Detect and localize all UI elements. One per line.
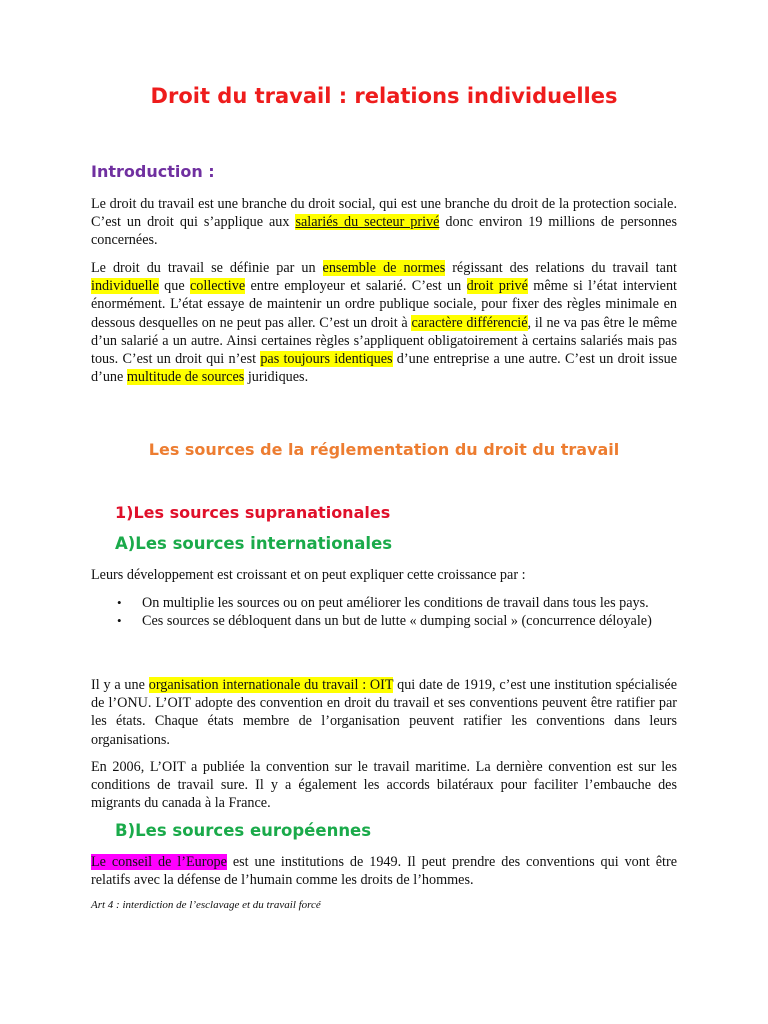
highlight-oit: organisation internationale du travail : OIT	[148, 677, 394, 693]
text-run: Le droit du travail est une branche du droit social, qui est une branche du droit de la protection sociale. C’est un droit qui s’applique aux	[91, 196, 677, 231]
text-run: , il ne va pas être le même d’un salarié a un autre. Ainsi certaines règles s’appliquent obligatoirement à certains salariés mais pas tous. C’est un droit qui n’est	[91, 314, 677, 368]
section-1-heading: 1)Les sources supranationales	[115, 503, 391, 522]
intro-paragraph-1	[91, 195, 677, 250]
list-item	[91, 594, 677, 612]
bullet-icon: •	[117, 595, 122, 610]
maritime-paragraph: En 2006, L’OIT a publiée la convention sur le travail maritime. La dernière convention est sur les conditions de travail sure. Il y a également les accords bilatéraux pour faciliter l’embauche des migrants du canada à la France.	[91, 759, 677, 812]
text-run: donc environ 19 millions de personnes concernées.	[91, 214, 677, 249]
highlight-droit-prive: droit privé	[466, 278, 528, 295]
text-run: entre employeur et salarié. C’est un	[245, 278, 467, 295]
bullet-list	[91, 594, 677, 630]
list-item	[91, 612, 677, 630]
highlight-multitude-sources: multitude de sources	[126, 369, 245, 386]
text-run: est une institutions de 1949. Il peut prendre des conventions qui vont être relatifs avec la défense de l’humain comme les droits de l’hommes.	[91, 854, 677, 889]
document-title: Droit du travail : relations individuelles	[150, 84, 618, 108]
highlight-salaries-prive: salariés du secteur privé	[295, 214, 440, 231]
list-item-text: Ces sources se débloquent dans un but de lutte « dumping social » (concurrence déloyale)	[142, 613, 652, 630]
croissance-paragraph: Leurs développement est croissant et on peut expliquer cette croissance par :	[91, 567, 526, 583]
section-a-heading: A)Les sources internationales	[115, 534, 393, 553]
text-run: Le droit du travail se définie par un	[91, 260, 323, 276]
sources-heading: Les sources de la réglementation du droit du travail	[148, 440, 620, 459]
text-run: qui date de 1919, c’est une institution spécialisée de l’ONU. L’OIT adopte des convention en droit du travail et ses conventions peuvent être ratifier par les états. Chaque états membre de l’organisation peuvent ratifier les conventions dans leurs organisations.	[91, 677, 677, 748]
art-4-note: Art 4 : interdiction de l’esclavage et du travail forcé	[91, 899, 321, 911]
conseil-europe-paragraph	[91, 853, 677, 889]
text-run: Il y a une	[91, 677, 149, 693]
intro-paragraph-2	[91, 259, 677, 386]
text-run: même si l’état intervient énormément. L’état essaye de maintenir un ordre publique sociale, pour fixer des règles minimale en dessous desquelles on ne peut pas aller. C’est un droit à	[91, 278, 677, 331]
bullet-icon: •	[117, 613, 122, 629]
highlight-collective: collective	[189, 278, 246, 295]
text-run: juridiques.	[244, 369, 309, 386]
highlight-caractere-differencie: caractère différencié	[411, 314, 528, 331]
oit-paragraph	[91, 676, 677, 749]
section-b-heading: B)Les sources européennes	[115, 821, 372, 840]
list-item-text: On multiplie les sources ou on peut améliorer les conditions de travail dans tous les pays.	[142, 595, 649, 611]
highlight-individuelle: individuelle	[91, 278, 159, 295]
highlight-pas-toujours-identiques: pas toujours identiques	[260, 351, 393, 368]
highlight-conseil-europe: Le conseil de l’Europe	[91, 854, 227, 870]
text-run: d’une entreprise a une autre. C’est un droit issue d’une	[91, 351, 678, 386]
text-run: régissant des relations du travail tant	[445, 260, 678, 276]
text-run: que	[158, 278, 190, 295]
introduction-heading: Introduction :	[91, 162, 215, 181]
highlight-ensemble-normes: ensemble de normes	[322, 260, 446, 276]
